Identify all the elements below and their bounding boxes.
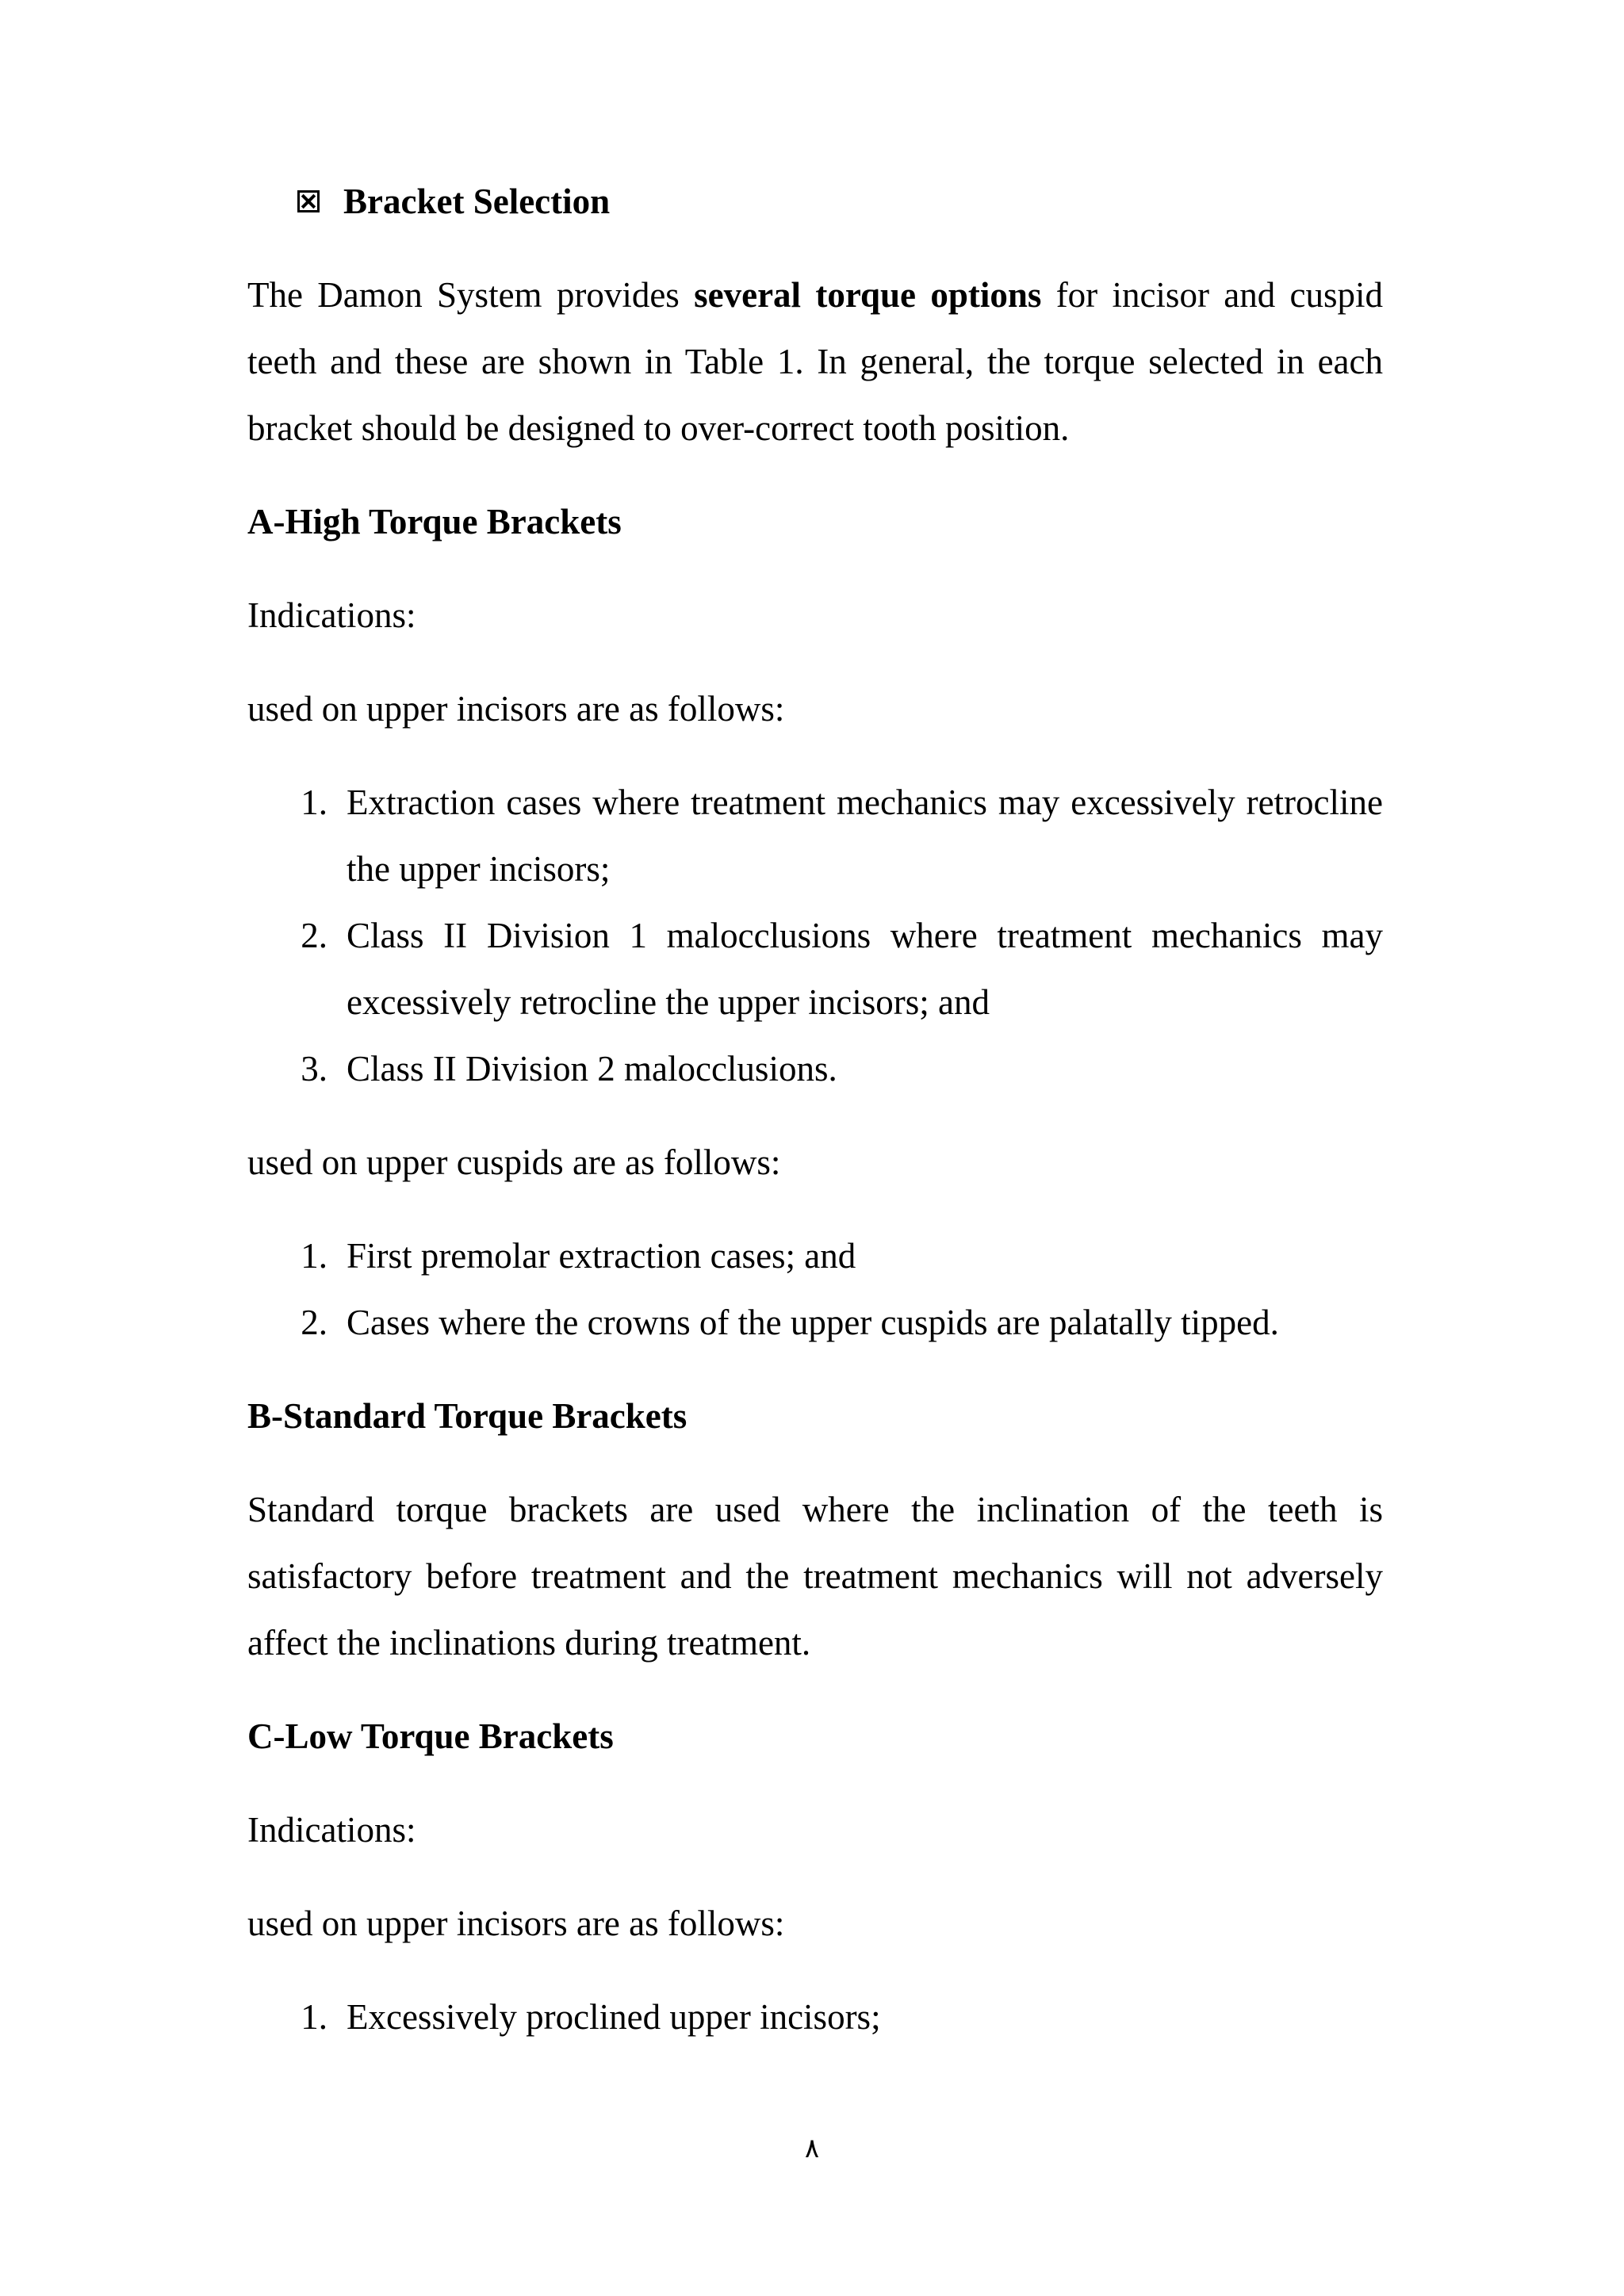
list-item-text: Cases where the crowns of the upper cuspids are palatally tipped.	[347, 1303, 1279, 1342]
list-item-number: 1.	[301, 1997, 327, 2037]
low-incisors-intro: used on upper incisors are as follows:	[247, 1904, 785, 1943]
list-item	[247, 1035, 1383, 1102]
heading-high-torque: A-High Torque Brackets	[247, 502, 622, 541]
section-title-text: Bracket Selection	[343, 182, 611, 221]
intro-bold-phrase: several torque options	[694, 275, 1042, 315]
list-item-text: Extraction cases where treatment mechanics may excessively retrocline the upper incisors;	[347, 783, 1383, 889]
list-item	[247, 1289, 1383, 1356]
list-item	[247, 902, 1383, 1035]
list-item-number: 2.	[301, 916, 327, 955]
high-indications-label: Indications:	[247, 595, 416, 635]
document-content	[247, 168, 1383, 2077]
heading-standard-torque: B-Standard Torque Brackets	[247, 1396, 688, 1436]
list-item	[247, 1984, 1383, 2050]
list-item	[247, 1223, 1383, 1289]
list-item	[247, 769, 1383, 902]
boxed-x-icon	[297, 190, 320, 212]
low-incisors-list	[247, 1984, 1383, 2050]
intro-paragraph	[247, 262, 1383, 461]
list-item-text: Class II Division 1 malocclusions where treatment mechanics may excessively retrocline the upper incisors; and	[347, 916, 1383, 1022]
low-indications-label: Indications:	[247, 1810, 416, 1850]
list-item-number: 1.	[301, 1236, 327, 1276]
intro-text-after: for incisor and cuspid teeth and these are shown in Table 1. In general, the torque selected in each bracket should be designed to over-correct tooth position.	[247, 275, 1383, 448]
list-item-number: 1.	[301, 783, 327, 822]
heading-low-torque: C-Low Torque Brackets	[247, 1716, 614, 1756]
section-title	[297, 168, 1383, 235]
list-item-text: First premolar extraction cases; and	[347, 1236, 856, 1276]
list-item-text: Class II Division 2 malocclusions.	[347, 1049, 837, 1089]
high-cuspids-intro: used on upper cuspids are as follows:	[247, 1142, 781, 1182]
high-cuspids-list	[247, 1223, 1383, 1356]
list-item-number: 3.	[301, 1049, 327, 1089]
list-item-text: Excessively proclined upper incisors;	[347, 1997, 881, 2037]
list-item-number: 2.	[301, 1303, 327, 1342]
intro-text-before: The Damon System provides	[247, 275, 695, 315]
high-incisors-intro: used on upper incisors are as follows:	[247, 689, 785, 729]
standard-paragraph: Standard torque brackets are used where the inclination of the teeth is satisfactory before treatment and the treatment mechanics will not adversely affect the inclinations during treatment.	[247, 1490, 1383, 1663]
page-number: ٨	[804, 2133, 820, 2164]
high-incisors-list	[247, 769, 1383, 1102]
